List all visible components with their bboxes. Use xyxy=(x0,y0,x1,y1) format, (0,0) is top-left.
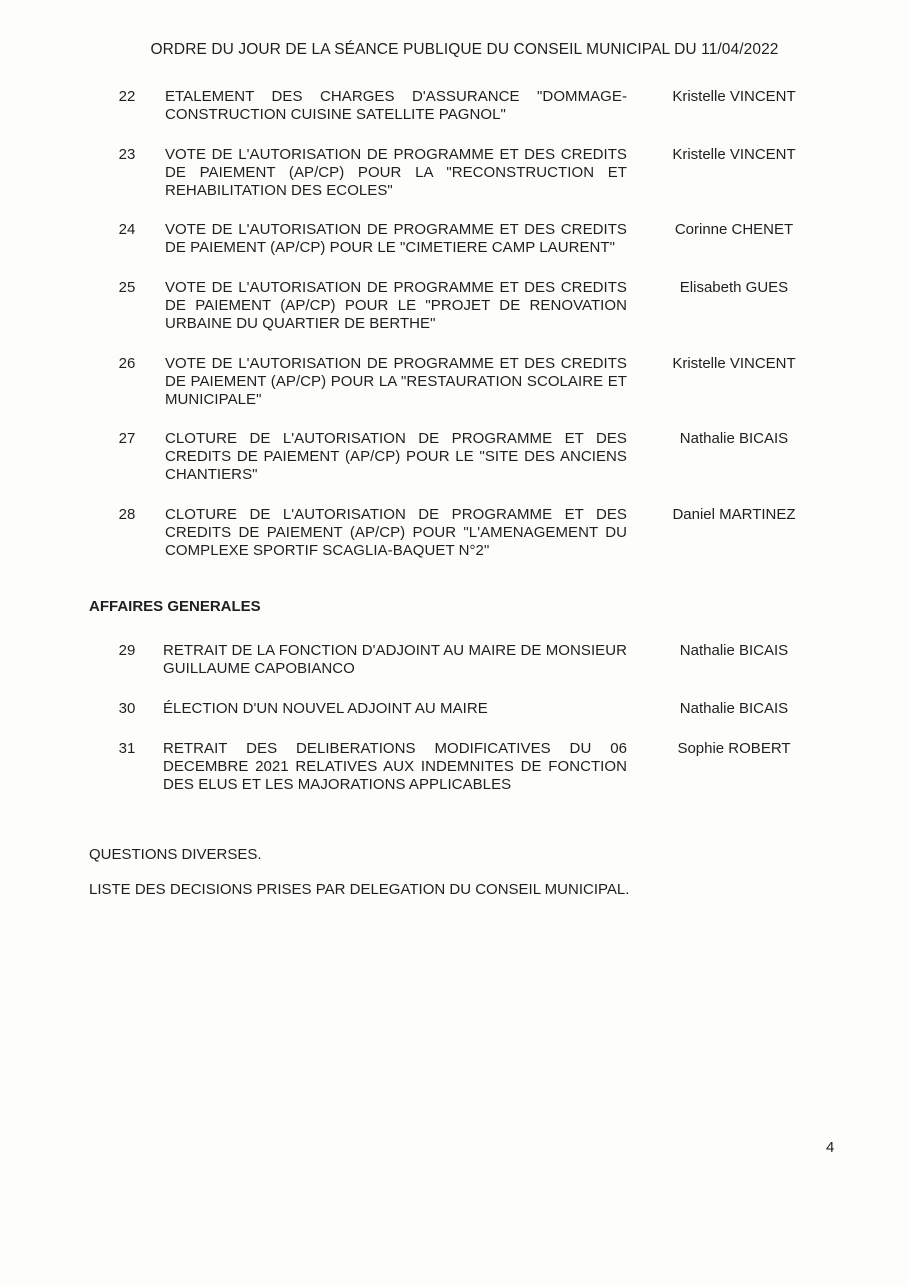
item-rapporteur: Daniel MARTINEZ xyxy=(672,506,796,523)
page-number: 4 xyxy=(826,1139,835,1156)
item-rapporteur: Nathalie BICAIS xyxy=(679,700,789,717)
item-number: 24 xyxy=(118,221,136,238)
item-text: ETALEMENT DES CHARGES D'ASSURANCE "DOMMAGE-CONSTRUCTION CUISINE SATELLITE PAGNOL" xyxy=(165,88,627,123)
item-rapporteur: Corinne CHENET xyxy=(674,221,794,238)
item-text: VOTE DE L'AUTORISATION DE PROGRAMME ET DES CREDITS DE PAIEMENT (AP/CP) POUR LA "RECONSTRUCTION ET REHABILITATION DES ECOLES" xyxy=(165,146,627,199)
decisions-list: LISTE DES DECISIONS PRISES PAR DELEGATION DU CONSEIL MUNICIPAL. xyxy=(89,881,630,898)
item-text: ÉLECTION D'UN NOUVEL ADJOINT AU MAIRE xyxy=(163,700,488,717)
item-text: VOTE DE L'AUTORISATION DE PROGRAMME ET DES CREDITS DE PAIEMENT (AP/CP) POUR LA "RESTAURATION SCOLAIRE ET MUNICIPALE" xyxy=(165,355,627,408)
questions-diverses: QUESTIONS DIVERSES. xyxy=(89,846,262,863)
item-number: 26 xyxy=(118,355,136,372)
item-number: 28 xyxy=(118,506,136,523)
section-heading-affaires-generales: AFFAIRES GENERALES xyxy=(89,598,261,615)
item-number: 25 xyxy=(118,279,136,296)
item-rapporteur: Kristelle VINCENT xyxy=(672,355,796,372)
item-text: VOTE DE L'AUTORISATION DE PROGRAMME ET DES CREDITS DE PAIEMENT (AP/CP) POUR LE "CIMETIERE CAMP LAURENT" xyxy=(165,221,627,256)
item-rapporteur: Kristelle VINCENT xyxy=(672,88,796,105)
item-text: RETRAIT DES DELIBERATIONS MODIFICATIVES DU 06 DECEMBRE 2021 RELATIVES AUX INDEMNITES DE FONCTION DES ELUS ET LES MAJORATIONS APPLICABLES xyxy=(163,740,627,793)
item-number: 23 xyxy=(118,146,136,163)
item-text: RETRAIT DE LA FONCTION D'ADJOINT AU MAIRE DE MONSIEUR GUILLAUME CAPOBIANCO xyxy=(163,642,627,677)
item-rapporteur: Sophie ROBERT xyxy=(677,740,791,757)
item-text: VOTE DE L'AUTORISATION DE PROGRAMME ET DES CREDITS DE PAIEMENT (AP/CP) POUR LE "PROJET DE RENOVATION URBAINE DU QUARTIER DE BERTHE" xyxy=(165,279,627,332)
item-number: 29 xyxy=(118,642,136,659)
item-number: 22 xyxy=(118,88,136,105)
item-number: 31 xyxy=(118,740,136,757)
item-rapporteur: Kristelle VINCENT xyxy=(672,146,796,163)
item-rapporteur: Nathalie BICAIS xyxy=(679,430,789,447)
item-text: CLOTURE DE L'AUTORISATION DE PROGRAMME ET DES CREDITS DE PAIEMENT (AP/CP) POUR "L'AMENAGEMENT DU COMPLEXE SPORTIF SCAGLIA-BAQUET N°2" xyxy=(165,506,627,559)
item-number: 27 xyxy=(118,430,136,447)
page-title: ORDRE DU JOUR DE LA SÉANCE PUBLIQUE DU CONSEIL MUNICIPAL DU 11/04/2022 xyxy=(150,41,779,58)
item-rapporteur: Nathalie BICAIS xyxy=(679,642,789,659)
item-text: CLOTURE DE L'AUTORISATION DE PROGRAMME ET DES CREDITS DE PAIEMENT (AP/CP) POUR LE "SITE DES ANCIENS CHANTIERS" xyxy=(165,430,627,483)
item-number: 30 xyxy=(118,700,136,717)
item-rapporteur: Elisabeth GUES xyxy=(679,279,789,296)
